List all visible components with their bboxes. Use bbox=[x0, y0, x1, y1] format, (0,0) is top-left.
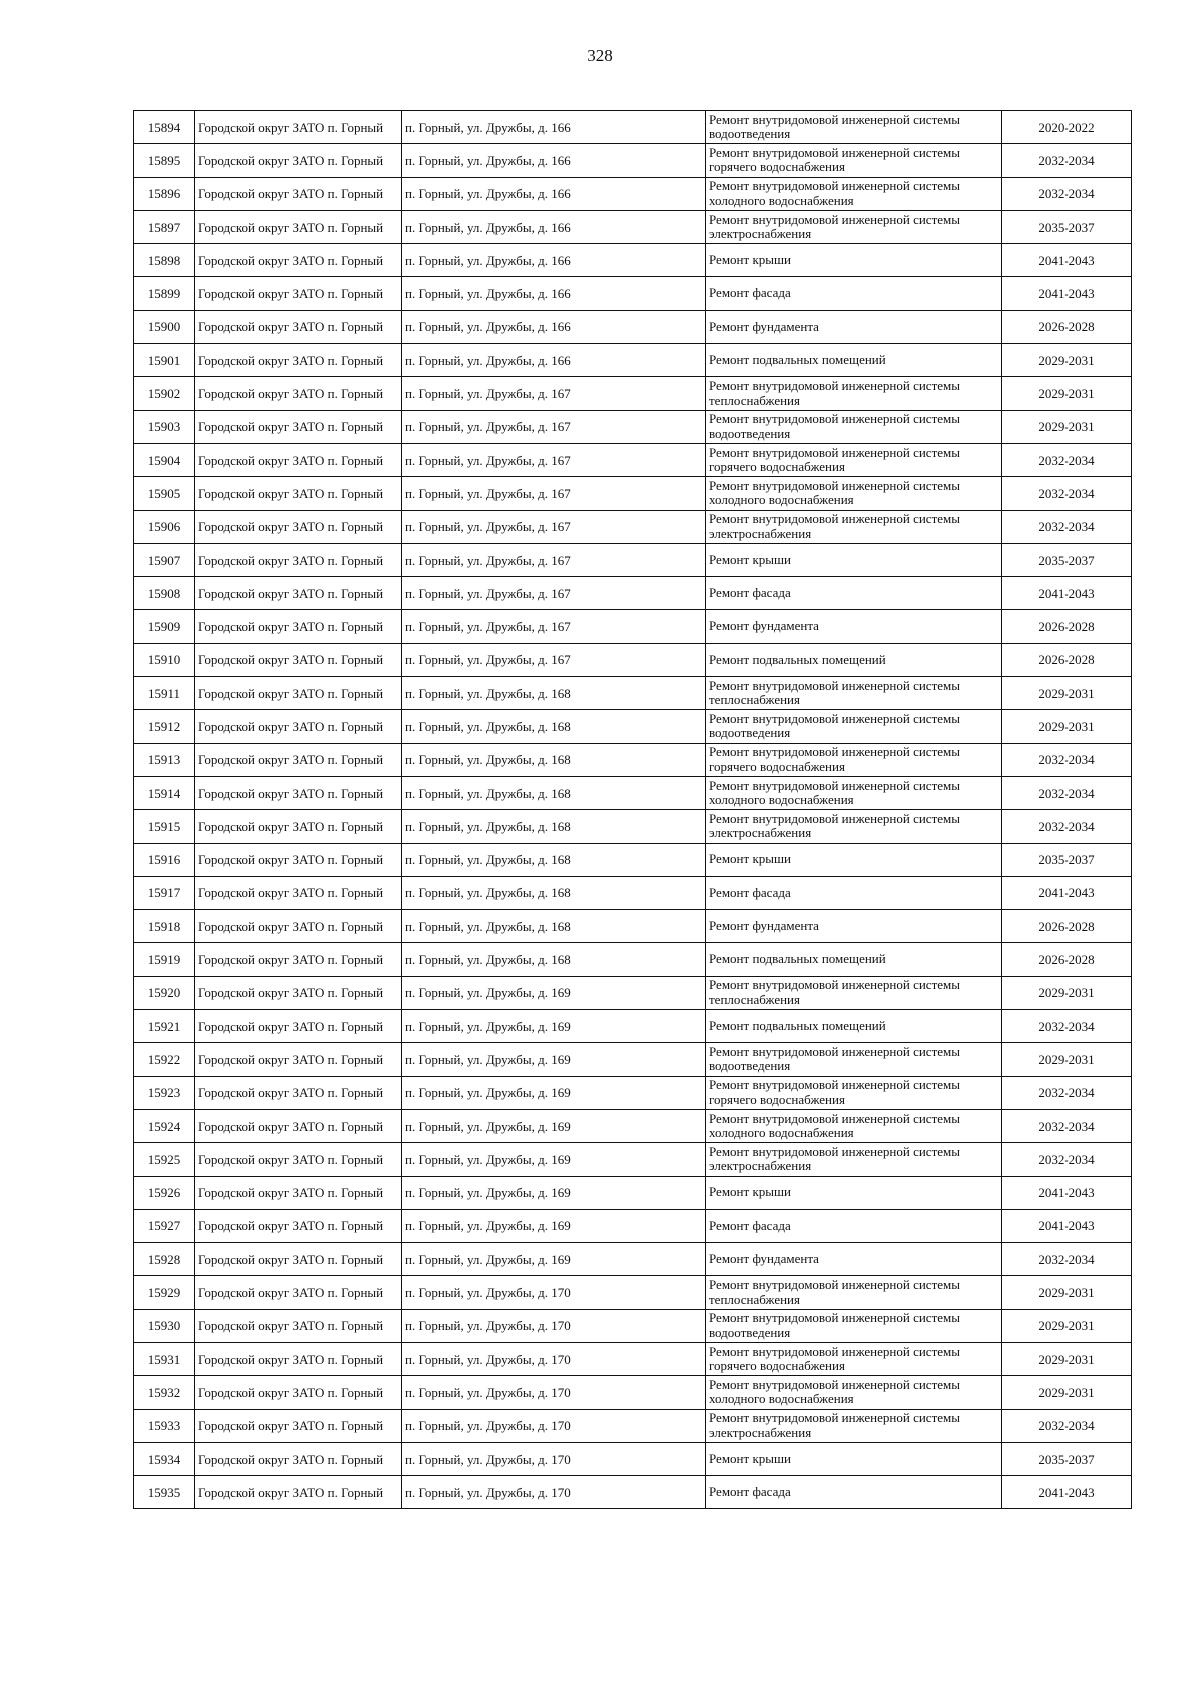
address-cell: п. Горный, ул. Дружбы, д. 166 bbox=[402, 244, 706, 277]
row-number-cell: 15925 bbox=[134, 1143, 195, 1176]
period-cell: 2032-2034 bbox=[1002, 1076, 1132, 1109]
work-type-cell: Ремонт внутридомовой инженерной системы теплоснабжения bbox=[706, 677, 1002, 710]
municipality-cell: Городской округ ЗАТО п. Горный bbox=[195, 1109, 402, 1142]
address-cell: п. Горный, ул. Дружбы, д. 166 bbox=[402, 277, 706, 310]
address-cell: п. Горный, ул. Дружбы, д. 167 bbox=[402, 543, 706, 576]
address-cell: п. Горный, ул. Дружбы, д. 168 bbox=[402, 710, 706, 743]
municipality-cell: Городской округ ЗАТО п. Горный bbox=[195, 410, 402, 443]
work-type-cell: Ремонт крыши bbox=[706, 1442, 1002, 1475]
address-cell: п. Горный, ул. Дружбы, д. 168 bbox=[402, 810, 706, 843]
municipality-cell: Городской округ ЗАТО п. Горный bbox=[195, 1409, 402, 1442]
row-number-cell: 15931 bbox=[134, 1342, 195, 1375]
table-row bbox=[134, 1143, 1132, 1176]
period-cell: 2041-2043 bbox=[1002, 876, 1132, 909]
table-row bbox=[134, 610, 1132, 643]
municipality-cell: Городской округ ЗАТО п. Горный bbox=[195, 677, 402, 710]
table-row bbox=[134, 210, 1132, 243]
table-row bbox=[134, 410, 1132, 443]
municipality-cell: Городской округ ЗАТО п. Горный bbox=[195, 876, 402, 909]
work-type-cell: Ремонт подвальных помещений bbox=[706, 643, 1002, 676]
row-number-cell: 15932 bbox=[134, 1376, 195, 1409]
row-number-cell: 15935 bbox=[134, 1476, 195, 1509]
row-number-cell: 15911 bbox=[134, 677, 195, 710]
address-cell: п. Горный, ул. Дружбы, д. 168 bbox=[402, 876, 706, 909]
work-type-cell: Ремонт внутридомовой инженерной системы холодного водоснабжения bbox=[706, 477, 1002, 510]
table-row bbox=[134, 1243, 1132, 1276]
table-row bbox=[134, 1076, 1132, 1109]
address-cell: п. Горный, ул. Дружбы, д. 170 bbox=[402, 1309, 706, 1342]
address-cell: п. Горный, ул. Дружбы, д. 167 bbox=[402, 377, 706, 410]
address-cell: п. Горный, ул. Дружбы, д. 170 bbox=[402, 1409, 706, 1442]
row-number-cell: 15920 bbox=[134, 976, 195, 1009]
work-type-cell: Ремонт внутридомовой инженерной системы теплоснабжения bbox=[706, 377, 1002, 410]
row-number-cell: 15915 bbox=[134, 810, 195, 843]
table-row bbox=[134, 1342, 1132, 1375]
period-cell: 2032-2034 bbox=[1002, 1109, 1132, 1142]
row-number-cell: 15928 bbox=[134, 1243, 195, 1276]
municipality-cell: Городской округ ЗАТО п. Горный bbox=[195, 443, 402, 476]
work-type-cell: Ремонт внутридомовой инженерной системы горячего водоснабжения bbox=[706, 144, 1002, 177]
period-cell: 2029-2031 bbox=[1002, 1376, 1132, 1409]
row-number-cell: 15900 bbox=[134, 310, 195, 343]
work-type-cell: Ремонт крыши bbox=[706, 543, 1002, 576]
period-cell: 2029-2031 bbox=[1002, 677, 1132, 710]
address-cell: п. Горный, ул. Дружбы, д. 167 bbox=[402, 643, 706, 676]
municipality-cell: Городской округ ЗАТО п. Горный bbox=[195, 843, 402, 876]
table-row bbox=[134, 1043, 1132, 1076]
row-number-cell: 15901 bbox=[134, 344, 195, 377]
work-type-cell: Ремонт внутридомовой инженерной системы электроснабжения bbox=[706, 510, 1002, 543]
table-row bbox=[134, 1276, 1132, 1309]
row-number-cell: 15903 bbox=[134, 410, 195, 443]
municipality-cell: Городской округ ЗАТО п. Горный bbox=[195, 710, 402, 743]
work-type-cell: Ремонт фасада bbox=[706, 1209, 1002, 1242]
work-type-cell: Ремонт внутридомовой инженерной системы теплоснабжения bbox=[706, 1276, 1002, 1309]
table-row bbox=[134, 577, 1132, 610]
period-cell: 2029-2031 bbox=[1002, 377, 1132, 410]
period-cell: 2035-2037 bbox=[1002, 543, 1132, 576]
row-number-cell: 15910 bbox=[134, 643, 195, 676]
period-cell: 2032-2034 bbox=[1002, 1010, 1132, 1043]
registry-table bbox=[133, 110, 1132, 1509]
address-cell: п. Горный, ул. Дружбы, д. 168 bbox=[402, 943, 706, 976]
municipality-cell: Городской округ ЗАТО п. Горный bbox=[195, 477, 402, 510]
municipality-cell: Городской округ ЗАТО п. Горный bbox=[195, 210, 402, 243]
period-cell: 2026-2028 bbox=[1002, 943, 1132, 976]
period-cell: 2032-2034 bbox=[1002, 177, 1132, 210]
table-row bbox=[134, 377, 1132, 410]
table-row bbox=[134, 743, 1132, 776]
table-row bbox=[134, 1476, 1132, 1509]
row-number-cell: 15930 bbox=[134, 1309, 195, 1342]
table-row bbox=[134, 910, 1132, 943]
row-number-cell: 15919 bbox=[134, 943, 195, 976]
period-cell: 2020-2022 bbox=[1002, 111, 1132, 144]
row-number-cell: 15913 bbox=[134, 743, 195, 776]
municipality-cell: Городской округ ЗАТО п. Горный bbox=[195, 377, 402, 410]
municipality-cell: Городской округ ЗАТО п. Горный bbox=[195, 776, 402, 809]
period-cell: 2026-2028 bbox=[1002, 310, 1132, 343]
table-row bbox=[134, 543, 1132, 576]
table-row bbox=[134, 943, 1132, 976]
municipality-cell: Городской округ ЗАТО п. Горный bbox=[195, 1043, 402, 1076]
address-cell: п. Горный, ул. Дружбы, д. 168 bbox=[402, 743, 706, 776]
period-cell: 2032-2034 bbox=[1002, 776, 1132, 809]
address-cell: п. Горный, ул. Дружбы, д. 169 bbox=[402, 1143, 706, 1176]
table-row bbox=[134, 310, 1132, 343]
table-row bbox=[134, 710, 1132, 743]
municipality-cell: Городской округ ЗАТО п. Горный bbox=[195, 1276, 402, 1309]
row-number-cell: 15934 bbox=[134, 1442, 195, 1475]
period-cell: 2032-2034 bbox=[1002, 144, 1132, 177]
address-cell: п. Горный, ул. Дружбы, д. 167 bbox=[402, 510, 706, 543]
period-cell: 2035-2037 bbox=[1002, 843, 1132, 876]
address-cell: п. Горный, ул. Дружбы, д. 167 bbox=[402, 410, 706, 443]
work-type-cell: Ремонт внутридомовой инженерной системы холодного водоснабжения bbox=[706, 1109, 1002, 1142]
address-cell: п. Горный, ул. Дружбы, д. 167 bbox=[402, 577, 706, 610]
period-cell: 2032-2034 bbox=[1002, 743, 1132, 776]
municipality-cell: Городской округ ЗАТО п. Горный bbox=[195, 111, 402, 144]
row-number-cell: 15917 bbox=[134, 876, 195, 909]
municipality-cell: Городской округ ЗАТО п. Горный bbox=[195, 810, 402, 843]
row-number-cell: 15907 bbox=[134, 543, 195, 576]
row-number-cell: 15897 bbox=[134, 210, 195, 243]
row-number-cell: 15927 bbox=[134, 1209, 195, 1242]
municipality-cell: Городской округ ЗАТО п. Горный bbox=[195, 177, 402, 210]
work-type-cell: Ремонт подвальных помещений bbox=[706, 943, 1002, 976]
address-cell: п. Горный, ул. Дружбы, д. 166 bbox=[402, 111, 706, 144]
period-cell: 2041-2043 bbox=[1002, 1176, 1132, 1209]
municipality-cell: Городской округ ЗАТО п. Горный bbox=[195, 910, 402, 943]
work-type-cell: Ремонт подвальных помещений bbox=[706, 344, 1002, 377]
address-cell: п. Горный, ул. Дружбы, д. 168 bbox=[402, 910, 706, 943]
table-row bbox=[134, 1409, 1132, 1442]
row-number-cell: 15896 bbox=[134, 177, 195, 210]
municipality-cell: Городской округ ЗАТО п. Горный bbox=[195, 1209, 402, 1242]
period-cell: 2035-2037 bbox=[1002, 1442, 1132, 1475]
period-cell: 2041-2043 bbox=[1002, 577, 1132, 610]
period-cell: 2032-2034 bbox=[1002, 510, 1132, 543]
work-type-cell: Ремонт внутридомовой инженерной системы горячего водоснабжения bbox=[706, 1076, 1002, 1109]
work-type-cell: Ремонт фасада bbox=[706, 876, 1002, 909]
address-cell: п. Горный, ул. Дружбы, д. 169 bbox=[402, 1109, 706, 1142]
period-cell: 2032-2034 bbox=[1002, 1409, 1132, 1442]
work-type-cell: Ремонт фундамента bbox=[706, 610, 1002, 643]
work-type-cell: Ремонт внутридомовой инженерной системы холодного водоснабжения bbox=[706, 1376, 1002, 1409]
table-row bbox=[134, 111, 1132, 144]
row-number-cell: 15918 bbox=[134, 910, 195, 943]
period-cell: 2041-2043 bbox=[1002, 1209, 1132, 1242]
table-row bbox=[134, 677, 1132, 710]
row-number-cell: 15929 bbox=[134, 1276, 195, 1309]
address-cell: п. Горный, ул. Дружбы, д. 170 bbox=[402, 1276, 706, 1309]
address-cell: п. Горный, ул. Дружбы, д. 170 bbox=[402, 1476, 706, 1509]
period-cell: 2032-2034 bbox=[1002, 810, 1132, 843]
period-cell: 2032-2034 bbox=[1002, 477, 1132, 510]
municipality-cell: Городской округ ЗАТО п. Горный bbox=[195, 577, 402, 610]
work-type-cell: Ремонт внутридомовой инженерной системы водоотведения bbox=[706, 710, 1002, 743]
row-number-cell: 15898 bbox=[134, 244, 195, 277]
address-cell: п. Горный, ул. Дружбы, д. 166 bbox=[402, 344, 706, 377]
municipality-cell: Городской округ ЗАТО п. Горный bbox=[195, 610, 402, 643]
address-cell: п. Горный, ул. Дружбы, д. 166 bbox=[402, 210, 706, 243]
page-number: 328 bbox=[587, 46, 613, 65]
municipality-cell: Городской округ ЗАТО п. Горный bbox=[195, 1243, 402, 1276]
work-type-cell: Ремонт внутридомовой инженерной системы холодного водоснабжения bbox=[706, 177, 1002, 210]
table-row bbox=[134, 1442, 1132, 1475]
row-number-cell: 15916 bbox=[134, 843, 195, 876]
period-cell: 2041-2043 bbox=[1002, 244, 1132, 277]
work-type-cell: Ремонт крыши bbox=[706, 244, 1002, 277]
work-type-cell: Ремонт фасада bbox=[706, 577, 1002, 610]
table-row bbox=[134, 510, 1132, 543]
table-row bbox=[134, 843, 1132, 876]
row-number-cell: 15905 bbox=[134, 477, 195, 510]
work-type-cell: Ремонт фундамента bbox=[706, 910, 1002, 943]
work-type-cell: Ремонт внутридомовой инженерной системы водоотведения bbox=[706, 111, 1002, 144]
row-number-cell: 15921 bbox=[134, 1010, 195, 1043]
period-cell: 2029-2031 bbox=[1002, 344, 1132, 377]
period-cell: 2029-2031 bbox=[1002, 1309, 1132, 1342]
work-type-cell: Ремонт внутридомовой инженерной системы водоотведения bbox=[706, 1043, 1002, 1076]
municipality-cell: Городской округ ЗАТО п. Горный bbox=[195, 310, 402, 343]
table-row bbox=[134, 277, 1132, 310]
work-type-cell: Ремонт внутридомовой инженерной системы электроснабжения bbox=[706, 210, 1002, 243]
municipality-cell: Городской округ ЗАТО п. Горный bbox=[195, 1143, 402, 1176]
municipality-cell: Городской округ ЗАТО п. Горный bbox=[195, 144, 402, 177]
table-row bbox=[134, 477, 1132, 510]
address-cell: п. Горный, ул. Дружбы, д. 167 bbox=[402, 477, 706, 510]
period-cell: 2026-2028 bbox=[1002, 610, 1132, 643]
table-row bbox=[134, 177, 1132, 210]
row-number-cell: 15895 bbox=[134, 144, 195, 177]
municipality-cell: Городской округ ЗАТО п. Горный bbox=[195, 510, 402, 543]
period-cell: 2029-2031 bbox=[1002, 410, 1132, 443]
work-type-cell: Ремонт внутридомовой инженерной системы электроснабжения bbox=[706, 810, 1002, 843]
table-row bbox=[134, 1309, 1132, 1342]
address-cell: п. Горный, ул. Дружбы, д. 169 bbox=[402, 1243, 706, 1276]
municipality-cell: Городской округ ЗАТО п. Горный bbox=[195, 277, 402, 310]
municipality-cell: Городской округ ЗАТО п. Горный bbox=[195, 1476, 402, 1509]
municipality-cell: Городской округ ЗАТО п. Горный bbox=[195, 643, 402, 676]
table-row bbox=[134, 976, 1132, 1009]
work-type-cell: Ремонт фасада bbox=[706, 1476, 1002, 1509]
row-number-cell: 15912 bbox=[134, 710, 195, 743]
period-cell: 2029-2031 bbox=[1002, 976, 1132, 1009]
period-cell: 2032-2034 bbox=[1002, 443, 1132, 476]
work-type-cell: Ремонт внутридомовой инженерной системы горячего водоснабжения bbox=[706, 743, 1002, 776]
row-number-cell: 15924 bbox=[134, 1109, 195, 1142]
municipality-cell: Городской округ ЗАТО п. Горный bbox=[195, 1342, 402, 1375]
table-row bbox=[134, 244, 1132, 277]
table-row bbox=[134, 1010, 1132, 1043]
table-row bbox=[134, 1176, 1132, 1209]
period-cell: 2032-2034 bbox=[1002, 1243, 1132, 1276]
period-cell: 2041-2043 bbox=[1002, 1476, 1132, 1509]
table-row bbox=[134, 1209, 1132, 1242]
period-cell: 2029-2031 bbox=[1002, 710, 1132, 743]
municipality-cell: Городской округ ЗАТО п. Горный bbox=[195, 344, 402, 377]
work-type-cell: Ремонт крыши bbox=[706, 1176, 1002, 1209]
work-type-cell: Ремонт фасада bbox=[706, 277, 1002, 310]
period-cell: 2041-2043 bbox=[1002, 277, 1132, 310]
period-cell: 2026-2028 bbox=[1002, 910, 1132, 943]
address-cell: п. Горный, ул. Дружбы, д. 168 bbox=[402, 776, 706, 809]
work-type-cell: Ремонт фундамента bbox=[706, 310, 1002, 343]
address-cell: п. Горный, ул. Дружбы, д. 169 bbox=[402, 1010, 706, 1043]
work-type-cell: Ремонт внутридомовой инженерной системы электроснабжения bbox=[706, 1143, 1002, 1176]
work-type-cell: Ремонт крыши bbox=[706, 843, 1002, 876]
work-type-cell: Ремонт внутридомовой инженерной системы холодного водоснабжения bbox=[706, 776, 1002, 809]
municipality-cell: Городской округ ЗАТО п. Горный bbox=[195, 1176, 402, 1209]
municipality-cell: Городской округ ЗАТО п. Горный bbox=[195, 1076, 402, 1109]
municipality-cell: Городской округ ЗАТО п. Горный bbox=[195, 976, 402, 1009]
address-cell: п. Горный, ул. Дружбы, д. 169 bbox=[402, 1176, 706, 1209]
registry-table-body bbox=[134, 111, 1132, 1509]
municipality-cell: Городской округ ЗАТО п. Горный bbox=[195, 743, 402, 776]
address-cell: п. Горный, ул. Дружбы, д. 169 bbox=[402, 1076, 706, 1109]
municipality-cell: Городской округ ЗАТО п. Горный bbox=[195, 1442, 402, 1475]
work-type-cell: Ремонт подвальных помещений bbox=[706, 1010, 1002, 1043]
municipality-cell: Городской округ ЗАТО п. Горный bbox=[195, 1010, 402, 1043]
table-row bbox=[134, 776, 1132, 809]
period-cell: 2035-2037 bbox=[1002, 210, 1132, 243]
table-row bbox=[134, 1109, 1132, 1142]
period-cell: 2032-2034 bbox=[1002, 1143, 1132, 1176]
table-row bbox=[134, 443, 1132, 476]
table-row bbox=[134, 876, 1132, 909]
table-row bbox=[134, 810, 1132, 843]
work-type-cell: Ремонт фундамента bbox=[706, 1243, 1002, 1276]
period-cell: 2026-2028 bbox=[1002, 643, 1132, 676]
table-row bbox=[134, 1376, 1132, 1409]
work-type-cell: Ремонт внутридомовой инженерной системы электроснабжения bbox=[706, 1409, 1002, 1442]
work-type-cell: Ремонт внутридомовой инженерной системы водоотведения bbox=[706, 1309, 1002, 1342]
table-row bbox=[134, 144, 1132, 177]
row-number-cell: 15926 bbox=[134, 1176, 195, 1209]
address-cell: п. Горный, ул. Дружбы, д. 170 bbox=[402, 1342, 706, 1375]
address-cell: п. Горный, ул. Дружбы, д. 169 bbox=[402, 1043, 706, 1076]
address-cell: п. Горный, ул. Дружбы, д. 170 bbox=[402, 1442, 706, 1475]
period-cell: 2029-2031 bbox=[1002, 1043, 1132, 1076]
work-type-cell: Ремонт внутридомовой инженерной системы горячего водоснабжения bbox=[706, 1342, 1002, 1375]
row-number-cell: 15909 bbox=[134, 610, 195, 643]
table-row bbox=[134, 643, 1132, 676]
row-number-cell: 15906 bbox=[134, 510, 195, 543]
row-number-cell: 15899 bbox=[134, 277, 195, 310]
work-type-cell: Ремонт внутридомовой инженерной системы горячего водоснабжения bbox=[706, 443, 1002, 476]
address-cell: п. Горный, ул. Дружбы, д. 166 bbox=[402, 144, 706, 177]
municipality-cell: Городской округ ЗАТО п. Горный bbox=[195, 943, 402, 976]
municipality-cell: Городской округ ЗАТО п. Горный bbox=[195, 1309, 402, 1342]
address-cell: п. Горный, ул. Дружбы, д. 167 bbox=[402, 610, 706, 643]
address-cell: п. Горный, ул. Дружбы, д. 169 bbox=[402, 976, 706, 1009]
work-type-cell: Ремонт внутридомовой инженерной системы теплоснабжения bbox=[706, 976, 1002, 1009]
work-type-cell: Ремонт внутридомовой инженерной системы водоотведения bbox=[706, 410, 1002, 443]
period-cell: 2029-2031 bbox=[1002, 1342, 1132, 1375]
address-cell: п. Горный, ул. Дружбы, д. 166 bbox=[402, 310, 706, 343]
row-number-cell: 15902 bbox=[134, 377, 195, 410]
row-number-cell: 15914 bbox=[134, 776, 195, 809]
municipality-cell: Городской округ ЗАТО п. Горный bbox=[195, 244, 402, 277]
address-cell: п. Горный, ул. Дружбы, д. 167 bbox=[402, 443, 706, 476]
row-number-cell: 15904 bbox=[134, 443, 195, 476]
address-cell: п. Горный, ул. Дружбы, д. 170 bbox=[402, 1376, 706, 1409]
row-number-cell: 15908 bbox=[134, 577, 195, 610]
row-number-cell: 15933 bbox=[134, 1409, 195, 1442]
address-cell: п. Горный, ул. Дружбы, д. 166 bbox=[402, 177, 706, 210]
row-number-cell: 15923 bbox=[134, 1076, 195, 1109]
municipality-cell: Городской округ ЗАТО п. Горный bbox=[195, 1376, 402, 1409]
table-row bbox=[134, 344, 1132, 377]
row-number-cell: 15894 bbox=[134, 111, 195, 144]
period-cell: 2029-2031 bbox=[1002, 1276, 1132, 1309]
address-cell: п. Горный, ул. Дружбы, д. 168 bbox=[402, 677, 706, 710]
municipality-cell: Городской округ ЗАТО п. Горный bbox=[195, 543, 402, 576]
address-cell: п. Горный, ул. Дружбы, д. 168 bbox=[402, 843, 706, 876]
address-cell: п. Горный, ул. Дружбы, д. 169 bbox=[402, 1209, 706, 1242]
row-number-cell: 15922 bbox=[134, 1043, 195, 1076]
